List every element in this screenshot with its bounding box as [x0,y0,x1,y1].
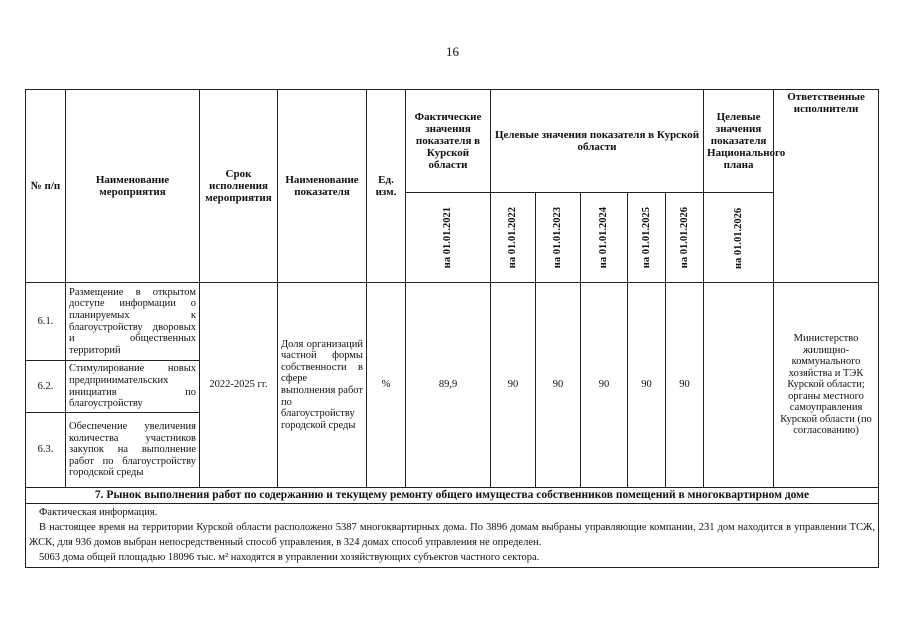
target-2023-value: 90 [536,283,581,488]
header-target: Целевые значения показателя в Курской области [491,90,704,193]
date-national: на 01.01.2026 [732,206,744,269]
row-num: 6.3. [26,413,66,488]
indicator-cell: Доля организаций частной формы собственности в сфере выполнения работ по благоустройству городской среды [278,283,367,488]
info-heading: Фактическая информация. [39,506,158,518]
section-row [26,488,879,504]
responsible-cell: Министерство жилищно-коммунального хозяйства и ТЭК Курской области; органы местного самоуправления Курской области (по согласованию) [774,283,879,488]
term-cell: 2022-2025 гг. [200,283,278,488]
header-term: Срок исполнения мероприятия [200,90,278,283]
target-2022-value: 90 [491,283,536,488]
header-indicator: Наименование показателя [278,90,367,283]
row-measure: Размещение в открытом доступе информации о планируемых к благоустройству дворовых и общественных территорий [66,283,200,361]
header-unit: Ед. изм. [367,90,406,283]
header-national: Целевые значения показателя Национального плана [704,90,774,193]
header-num: № п/п [26,90,66,283]
page-number: 16 [446,44,459,59]
date-actual: на 01.01.2021 [442,206,454,269]
date-target-2025: на 01.01.2025 [640,206,652,269]
target-2024-value: 90 [581,283,628,488]
row-measure: Обеспечение увеличения количества участников закупок на выполнение работ по благоустройству городской среды [66,413,200,488]
national-value [704,283,774,488]
measures-table [25,89,879,568]
target-2025-value: 90 [628,283,666,488]
header-responsible: Ответственные исполнители [774,90,879,283]
info-paragraph-1: В настоящее время на территории Курской области расположено 5387 многоквартирных дома. По 3896 домам выбраны управляющие компании, 231 дом находится в управлении ТСЖ, ЖСК, для 936 домов выбран непосредственный способ управления, в 324 домах способ управления не определен. [29,521,876,549]
info-paragraph-2: 5063 дома общей площадью 18096 тыс. м² находятся в управлении хозяйствующих субъектов частного сектора. [39,552,540,564]
date-target-2024: на 01.01.2024 [598,206,610,269]
header-actual: Фактические значения показателя в Курской области [406,90,491,193]
header-measure: Наименование мероприятия [66,90,200,283]
row-num: 6.1. [26,283,66,361]
date-target-2022: на 01.01.2022 [507,206,519,269]
unit-cell: % [367,283,406,488]
table-row [26,283,879,361]
info-row [26,503,879,567]
section-title: 7. Рынок выполнения работ по содержанию и текущему ремонту общего имущества собственников помещений в многоквартирном доме [26,488,879,504]
row-num: 6.2. [26,361,66,413]
row-measure: Стимулирование новых предпринимательских инициатив по благоустройству [66,361,200,413]
target-2026-value: 90 [666,283,704,488]
info-block [26,503,879,567]
actual-value: 89,9 [406,283,491,488]
date-target-2026: на 01.01.2026 [678,206,690,269]
date-target-2023: на 01.01.2023 [552,206,564,269]
